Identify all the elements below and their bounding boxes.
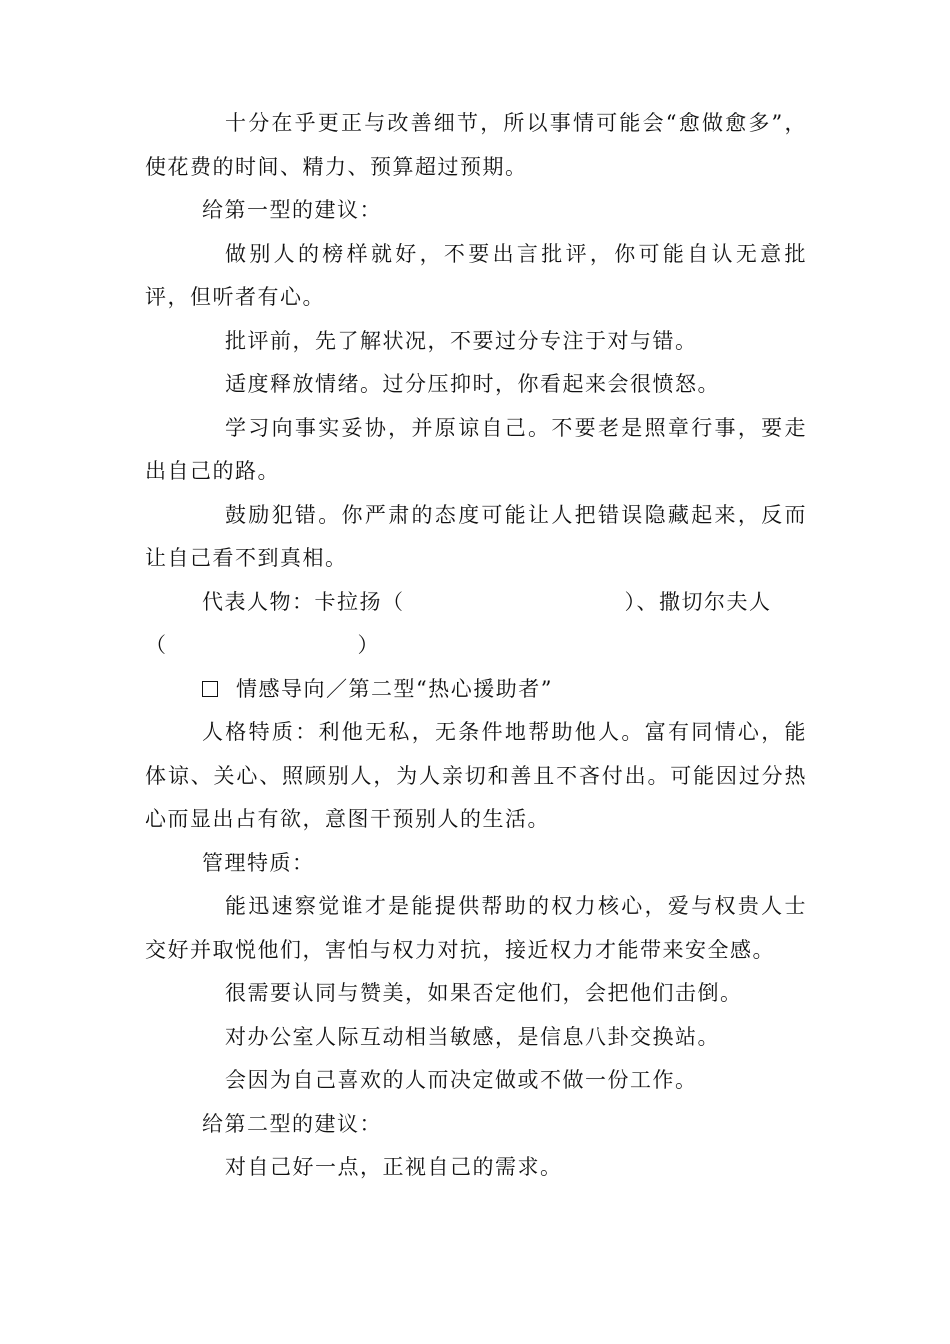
paragraph-representatives [145, 581, 807, 668]
paragraph-self-care: 对自己好一点，正视自己的需求。 [225, 1155, 563, 1179]
representatives-close-paren: ） [357, 633, 380, 657]
representatives-mid: ）、撒切尔夫人 [624, 589, 772, 614]
paragraph-release-emotion: 适度释放情绪。过分压抑时，你看起来会很愤怒。 [225, 372, 720, 396]
heading-advice-type-two: 给第二型的建议： [202, 1111, 382, 1136]
heading-advice-type-one: 给第一型的建议： [202, 198, 382, 222]
representatives-open-paren: （ [145, 633, 168, 657]
document-body [145, 102, 807, 1190]
checkbox-icon [202, 681, 218, 697]
paragraph-encourage-mistakes: 鼓励犯错。你严肃的态度可能让人把错误隐藏起来，反而让自己看不到真相。 [145, 502, 807, 570]
paragraph-like-people: 会因为自己喜欢的人而决定做或不做一份工作。 [225, 1068, 698, 1092]
paragraph-need-praise: 很需要认同与赞美，如果否定他们，会把他们击倒。 [225, 981, 743, 1005]
section-title-text: 情感导向／第二型“热心援助者” [236, 676, 553, 701]
paragraph-detail-focus: 十分在乎更正与改善细节，所以事情可能会“愈做愈多”，使花费的时间、精力、预算超过预期。 [145, 111, 807, 179]
section-title-type-two [145, 668, 807, 712]
paragraph-understand-first: 批评前，先了解状况，不要过分专注于对与错。 [225, 328, 698, 353]
paragraph-office-gossip: 对办公室人际互动相当敏感，是信息八卦交换站。 [225, 1024, 720, 1049]
paragraph-power-core: 能迅速察觉谁才是能提供帮助的权力核心，爱与权贵人士交好并取悦他们，害怕与权力对抗，接近权力才能带来安全感。 [145, 894, 807, 962]
paragraph-compromise: 学习向事实妥协，并原谅自己。不要老是照章行事，要走出自己的路。 [145, 415, 807, 483]
heading-management-traits: 管理特质： [202, 850, 315, 875]
paragraph-role-model: 做别人的榜样就好，不要出言批评，你可能自认无意批评，但听者有心。 [145, 241, 807, 309]
representatives-label: 代表人物：卡拉扬（ [202, 589, 405, 614]
paragraph-personality: 人格特质：利他无私，无条件地帮助他人。富有同情心，能体谅、关心、照顾别人，为人亲切和善且不吝付出。可能因过分热心而显出占有欲，意图干预别人的生活。 [145, 720, 807, 831]
